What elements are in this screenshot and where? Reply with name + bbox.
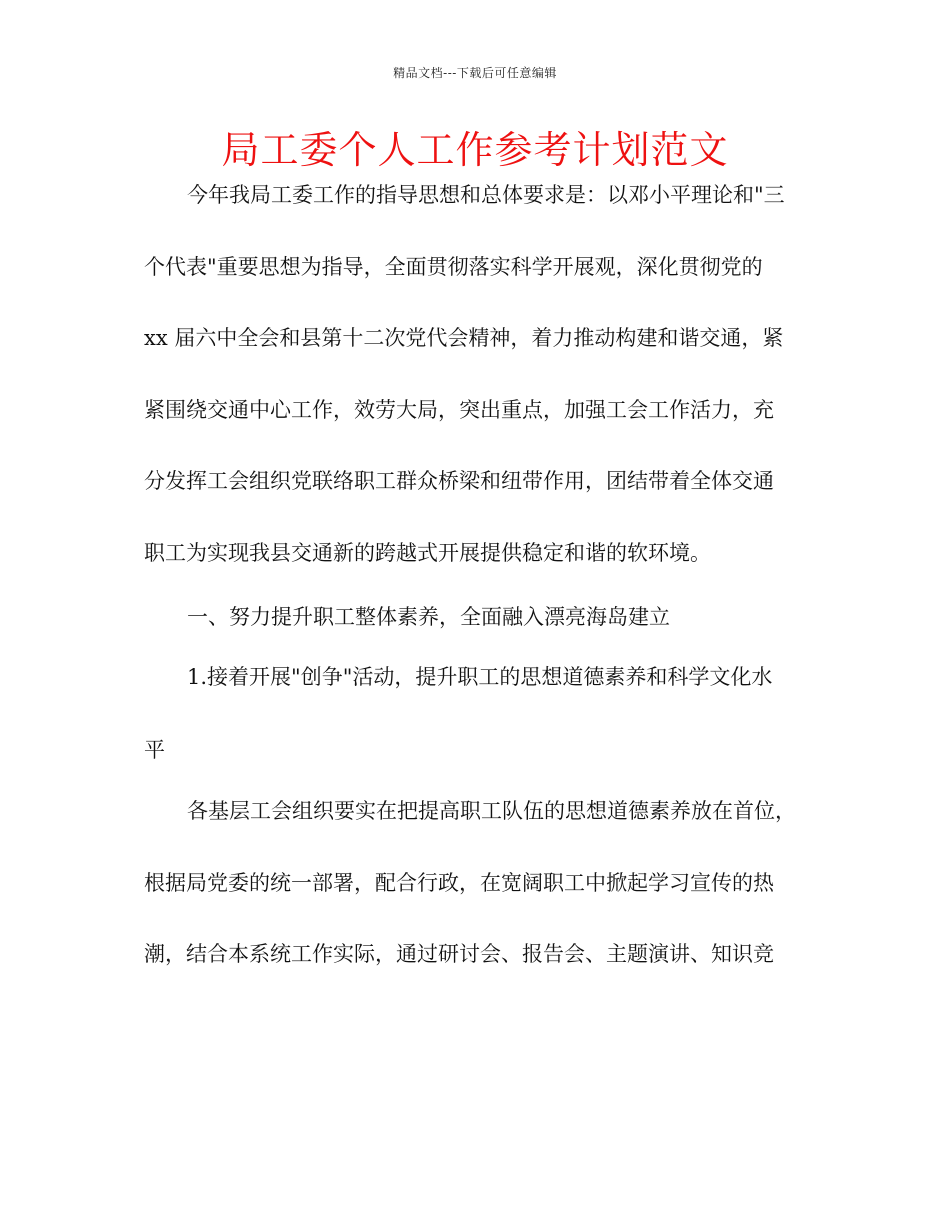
paragraph-line: 潮，结合本系统工作实际，通过研讨会、报告会、主题演讲、知识竞 [144, 942, 774, 966]
paragraph-line: 根据局党委的统一部署，配合行政，在宽阔职工中掀起学习宣传的热 [144, 871, 774, 895]
subsection-heading-continued: 平 [144, 738, 165, 762]
header-note: 精品文档---下载后可任意编辑 [393, 66, 557, 80]
paragraph-line: 职工为实现我县交通新的跨越式开展提供稳定和谐的软环境。 [144, 541, 711, 565]
paragraph-line: xx 届六中全会和县第十二次党代会精神，着力推动构建和谐交通，紧 [144, 326, 784, 350]
paragraph-line: 个代表"重要思想为指导，全面贯彻落实科学开展观，深化贯彻党的 [144, 255, 763, 279]
document-title: 局工委个人工作参考计划范文 [221, 128, 729, 172]
paragraph-line: 各基层工会组织要实在把提高职工队伍的思想道德素养放在首位， [187, 799, 796, 823]
section-heading: 一、努力提升职工整体素养，全面融入漂亮海岛建立 [187, 605, 670, 629]
paragraph-line: 今年我局工委工作的指导思想和总体要求是：以邓小平理论和"三 [187, 183, 785, 207]
paragraph-line: 紧围绕交通中心工作，效劳大局，突出重点，加强工会工作活力，充 [144, 398, 774, 422]
subsection-heading: 1.接着开展"创争"活动，提升职工的思想道德素养和科学文化水 [187, 665, 773, 689]
paragraph-line: 分发挥工会组织党联络职工群众桥梁和纽带作用，团结带着全体交通 [144, 469, 774, 493]
